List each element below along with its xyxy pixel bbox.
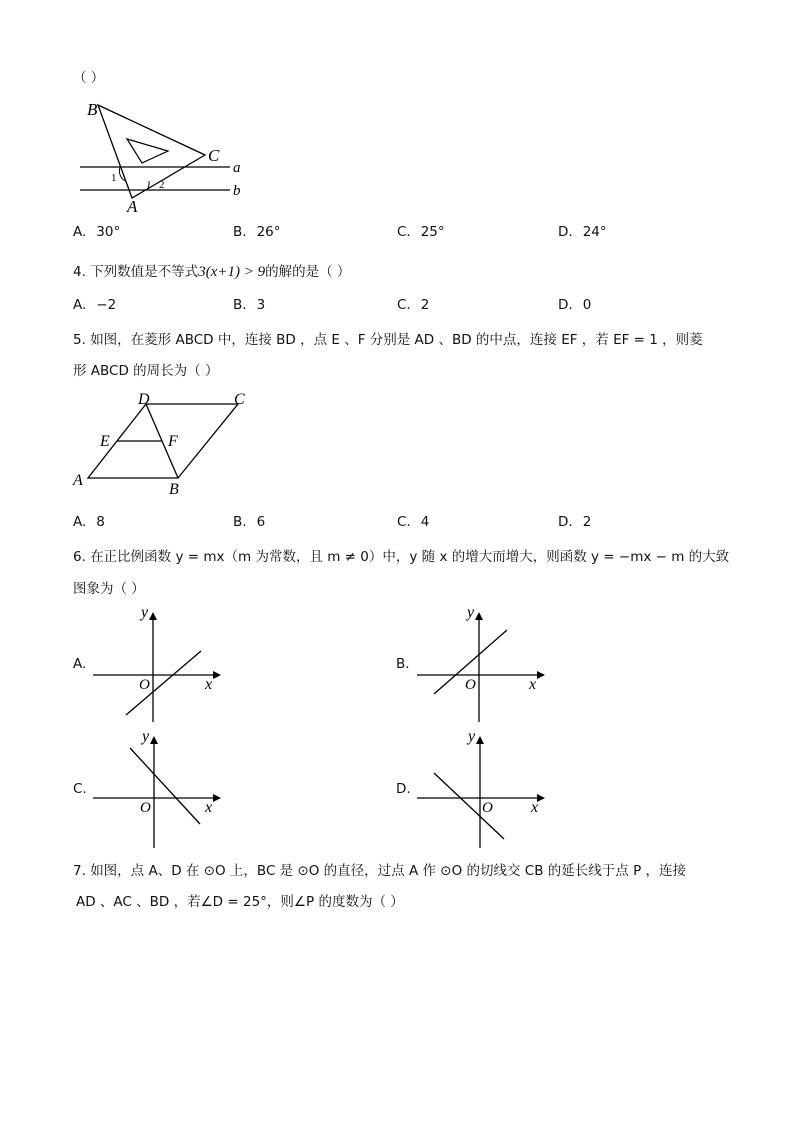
q3-option-b[interactable]: B. 26° bbox=[233, 224, 281, 240]
q3-label-B: B bbox=[87, 100, 98, 119]
q4-option-c[interactable]: C. 2 bbox=[397, 297, 430, 313]
svg-text:O: O bbox=[140, 800, 151, 816]
q3-triangle-ruler-figure bbox=[75, 95, 255, 215]
svg-text:O: O bbox=[139, 677, 150, 693]
q5-option-b[interactable]: B. 6 bbox=[233, 514, 266, 530]
q5-option-d[interactable]: D. 2 bbox=[558, 514, 592, 530]
q4-option-a[interactable]: A. −2 bbox=[73, 297, 117, 313]
q6-graph-d[interactable] bbox=[412, 726, 552, 852]
q6-option-d[interactable]: D. bbox=[396, 781, 411, 797]
svg-text:y: y bbox=[141, 604, 149, 621]
q3-option-a[interactable]: A. 30° bbox=[73, 224, 121, 240]
q6-option-c[interactable]: C. bbox=[73, 781, 87, 797]
q4-inequality: 3(x+1) > 9 bbox=[198, 264, 266, 280]
q3-label-A: A bbox=[127, 197, 138, 216]
q5-rhombus-figure bbox=[70, 390, 280, 500]
q6-option-a[interactable]: A. bbox=[73, 656, 87, 672]
q6-stem-line2: 图象为（ ） bbox=[73, 581, 145, 597]
q5-label-A: A bbox=[73, 472, 83, 489]
q6-stem-line1: 6. 在正比例函数 y = mx（m 为常数，且 m ≠ 0）中，y 随 x 的增大而增大，则函数 y = −mx − m 的大致 bbox=[73, 549, 730, 565]
q4-option-d[interactable]: D. 0 bbox=[558, 297, 592, 313]
q5-label-D: D bbox=[138, 391, 150, 408]
q3-label-angle-1: 1 bbox=[111, 172, 117, 184]
q5-option-a[interactable]: A. 8 bbox=[73, 514, 105, 530]
svg-text:y: y bbox=[468, 728, 476, 745]
q5-stem-line1: 5. 如图，在菱形 ABCD 中，连接 BD ，点 E 、F 分别是 AD 、BD 的中点，连接 EF ，若 EF = 1 ，则菱 bbox=[73, 332, 703, 348]
q7-stem-line1: 7. 如图，点 A、D 在 ⊙O 上，BC 是 ⊙O 的直径，过点 A 作 ⊙O 的切线交 CB 的延长线于点 P ，连接 bbox=[73, 863, 687, 879]
q5-stem-line2: 形 ABCD 的周长为（ ） bbox=[73, 363, 219, 379]
q3-label-angle-2: 2 bbox=[159, 179, 165, 191]
q3-label-line-a: a bbox=[233, 160, 241, 176]
svg-text:x: x bbox=[531, 799, 539, 816]
svg-text:y: y bbox=[467, 604, 475, 621]
svg-text:O: O bbox=[482, 800, 493, 816]
svg-text:O: O bbox=[465, 677, 476, 693]
q5-label-E: E bbox=[100, 433, 110, 450]
q7-stem-line2: AD 、AC 、BD ，若∠D = 25°，则∠P 的度数为（ ） bbox=[76, 894, 404, 910]
q5-option-c[interactable]: C. 4 bbox=[397, 514, 430, 530]
svg-text:x: x bbox=[205, 799, 213, 816]
q6-option-b[interactable]: B. bbox=[396, 656, 410, 672]
q5-label-B: B bbox=[169, 481, 179, 498]
q5-label-F: F bbox=[168, 433, 178, 450]
q3-answer-bracket: （ ） bbox=[73, 70, 105, 86]
q5-label-C: C bbox=[234, 391, 245, 408]
q4-option-b[interactable]: B. 3 bbox=[233, 297, 266, 313]
q3-option-c[interactable]: C. 25° bbox=[397, 224, 445, 240]
q3-label-C: C bbox=[208, 146, 220, 165]
q3-option-d[interactable]: D. 24° bbox=[558, 224, 607, 240]
q6-graph-a[interactable] bbox=[88, 602, 228, 728]
q6-graph-c[interactable] bbox=[88, 726, 228, 852]
svg-text:x: x bbox=[205, 676, 213, 693]
svg-text:x: x bbox=[529, 676, 537, 693]
q3-label-line-b: b bbox=[233, 183, 241, 199]
svg-text:y: y bbox=[142, 728, 150, 745]
q6-graph-b[interactable] bbox=[412, 602, 552, 728]
q4-stem: 4. 下列数值是不等式3(x+1) > 9的解的是（ ） bbox=[73, 264, 351, 280]
